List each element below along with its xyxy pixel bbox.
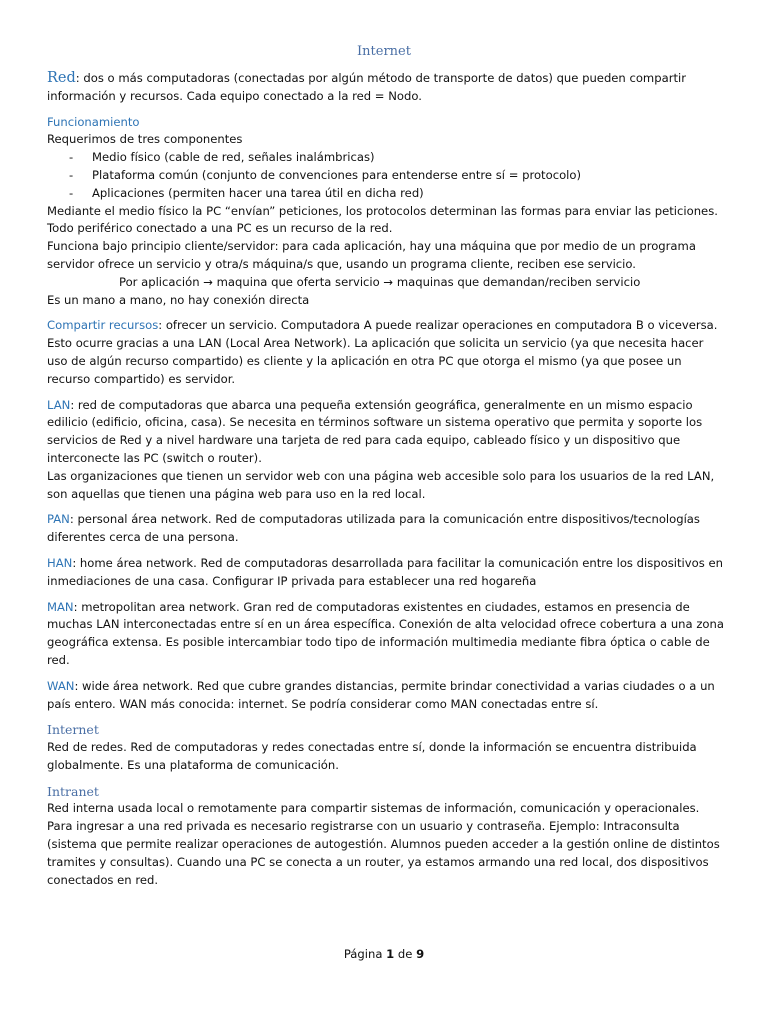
page-number-prefix: Página	[343, 947, 387, 961]
funcionamiento-line-4: Es un mano a mano, no hay conexión directa	[47, 292, 310, 307]
heading-internet: Internet	[47, 722, 99, 738]
definition-compartir: : ofrecer un servicio. Computadora A puede realizar operaciones en computadora B o viceversa. Esto ocurre gracias a una LAN (Local Area Network). La aplicación que solicita un servicio (ya que necesita hacer uso de algún recurso compartido) es cliente y la aplicación en otra PC que otorga el mismo (ya que posee un recurso compartido) es servidor.	[47, 318, 718, 386]
page-number-middle: de	[394, 947, 417, 961]
total-pages: 9	[416, 947, 425, 961]
paragraph-red	[47, 70, 727, 106]
term-lan: LAN	[47, 397, 71, 412]
definition-red: : dos o más computadoras (conectadas por algún método de transporte de datos) que pueden compartir información y recursos. Cada equipo conectado a la red = Nodo.	[47, 71, 686, 103]
document-body	[47, 70, 727, 889]
list-item: - Medio físico (cable de red, señales inalámbricas)	[47, 149, 727, 167]
funcionamiento-flow: Por aplicación → maquina que oferta servicio → maquinas que demandan/reciben servicio	[119, 274, 641, 289]
term-red: Red	[47, 70, 76, 86]
section-funcionamiento	[47, 114, 727, 310]
paragraph-han	[47, 555, 727, 591]
lan-extra: Las organizaciones que tienen un servidor web con una página web accesible solo para los usuarios de la red LAN, son aquellas que tienen una página web para uso en la red local.	[47, 468, 715, 501]
definition-pan: : personal área network. Red de computadoras utilizada para la comunicación entre dispositivos/tecnologías diferentes cerca de una persona.	[47, 512, 700, 545]
internet-text: Red de redes. Red de computadoras y redes conectadas entre sí, donde la información se encuentra distribuida globalmente. Es una plataforma de comunicación.	[47, 740, 697, 772]
paragraph-compartir	[47, 317, 727, 388]
definition-han: : home área network. Red de computadoras desarrollada para facilitar la comunicación entre los dispositivos en inmediaciones de una casa. Configurar IP privada para establecer una red hogareña	[47, 555, 723, 588]
funcionamiento-intro: Requerimos de tres componentes	[47, 132, 243, 147]
funcionamiento-line-2: Todo periférico conectado a una PC es un recurso de la red.	[47, 221, 393, 236]
definition-man: : metropolitan area network. Gran red de computadoras existentes en ciudades, estamos en presencia de muchas LAN interconectadas entre sí en un área específica. Conexión de alta velocidad ofrece cobertura a una zona geográfica extensa. Es posible intercambiar todo tipo de información multimedia mediante fibra óptica o cable de red.	[47, 599, 724, 667]
paragraph-pan	[47, 511, 727, 547]
term-compartir: Compartir recursos	[47, 318, 159, 333]
funcionamiento-line-3: Funciona bajo principio cliente/servidor: para cada aplicación, hay una máquina que por medio de un programa servidor ofrece un servicio y otra/s máquina/s que, usando un programa cliente, reciben ese servicio.	[47, 239, 696, 271]
term-pan: PAN	[47, 512, 70, 527]
paragraph-wan	[47, 678, 727, 714]
term-man: MAN	[47, 599, 74, 614]
paragraph-man	[47, 599, 727, 670]
page-title: Internet	[357, 44, 411, 59]
funcionamiento-line-1: Mediante el medio físico la PC “envían” peticiones, los protocolos determinan las formas para enviar las peticiones.	[47, 203, 718, 218]
definition-wan: : wide área network. Red que cubre grandes distancias, permite brindar conectividad a varias ciudades o a un país entero. WAN más conocida: internet. Se podría considerar como MAN conectadas entre sí.	[47, 678, 715, 711]
intranet-text: Red interna usada local o remotamente para compartir sistemas de información, comunicación y operacionales. Para ingresar a una red privada es necesario registrarse con un usuario y contraseña. Ejemplo: Intraconsulta (sistema que permite realizar operaciones de autogestión. Alumnos pueden acceder a la gestión online de distintos tramites y consultas). Cuando una PC se conecta a un router, ya estamos armando una red local, dos dispositivos conectados en red.	[47, 801, 720, 887]
term-wan: WAN	[47, 678, 75, 693]
paragraph-lan	[47, 397, 727, 468]
section-lan	[47, 397, 727, 504]
list-item: - Aplicaciones (permiten hacer una tarea útil en dicha red)	[47, 185, 727, 203]
list-item: - Plataforma común (conjunto de convenciones para entenderse entre sí = protocolo)	[47, 167, 727, 185]
components-list	[47, 149, 727, 202]
definition-lan: : red de computadoras que abarca una pequeña extensión geográfica, generalmente en un mismo espacio edilicio (edificio, oficina, casa). Se necesita en términos software un sistema operativo que permita y soporte los servicios de Red y a nivel hardware una tarjeta de red para cada equipo, cableado físico y un dispositivo que interconecte las PC (switch o router).	[47, 397, 703, 465]
page-number	[0, 947, 768, 961]
current-page: 1	[386, 947, 395, 961]
section-internet	[47, 721, 727, 774]
heading-funcionamiento: Funcionamiento	[47, 114, 140, 129]
section-intranet	[47, 783, 727, 890]
term-han: HAN	[47, 555, 73, 570]
heading-intranet: Intranet	[47, 783, 99, 799]
